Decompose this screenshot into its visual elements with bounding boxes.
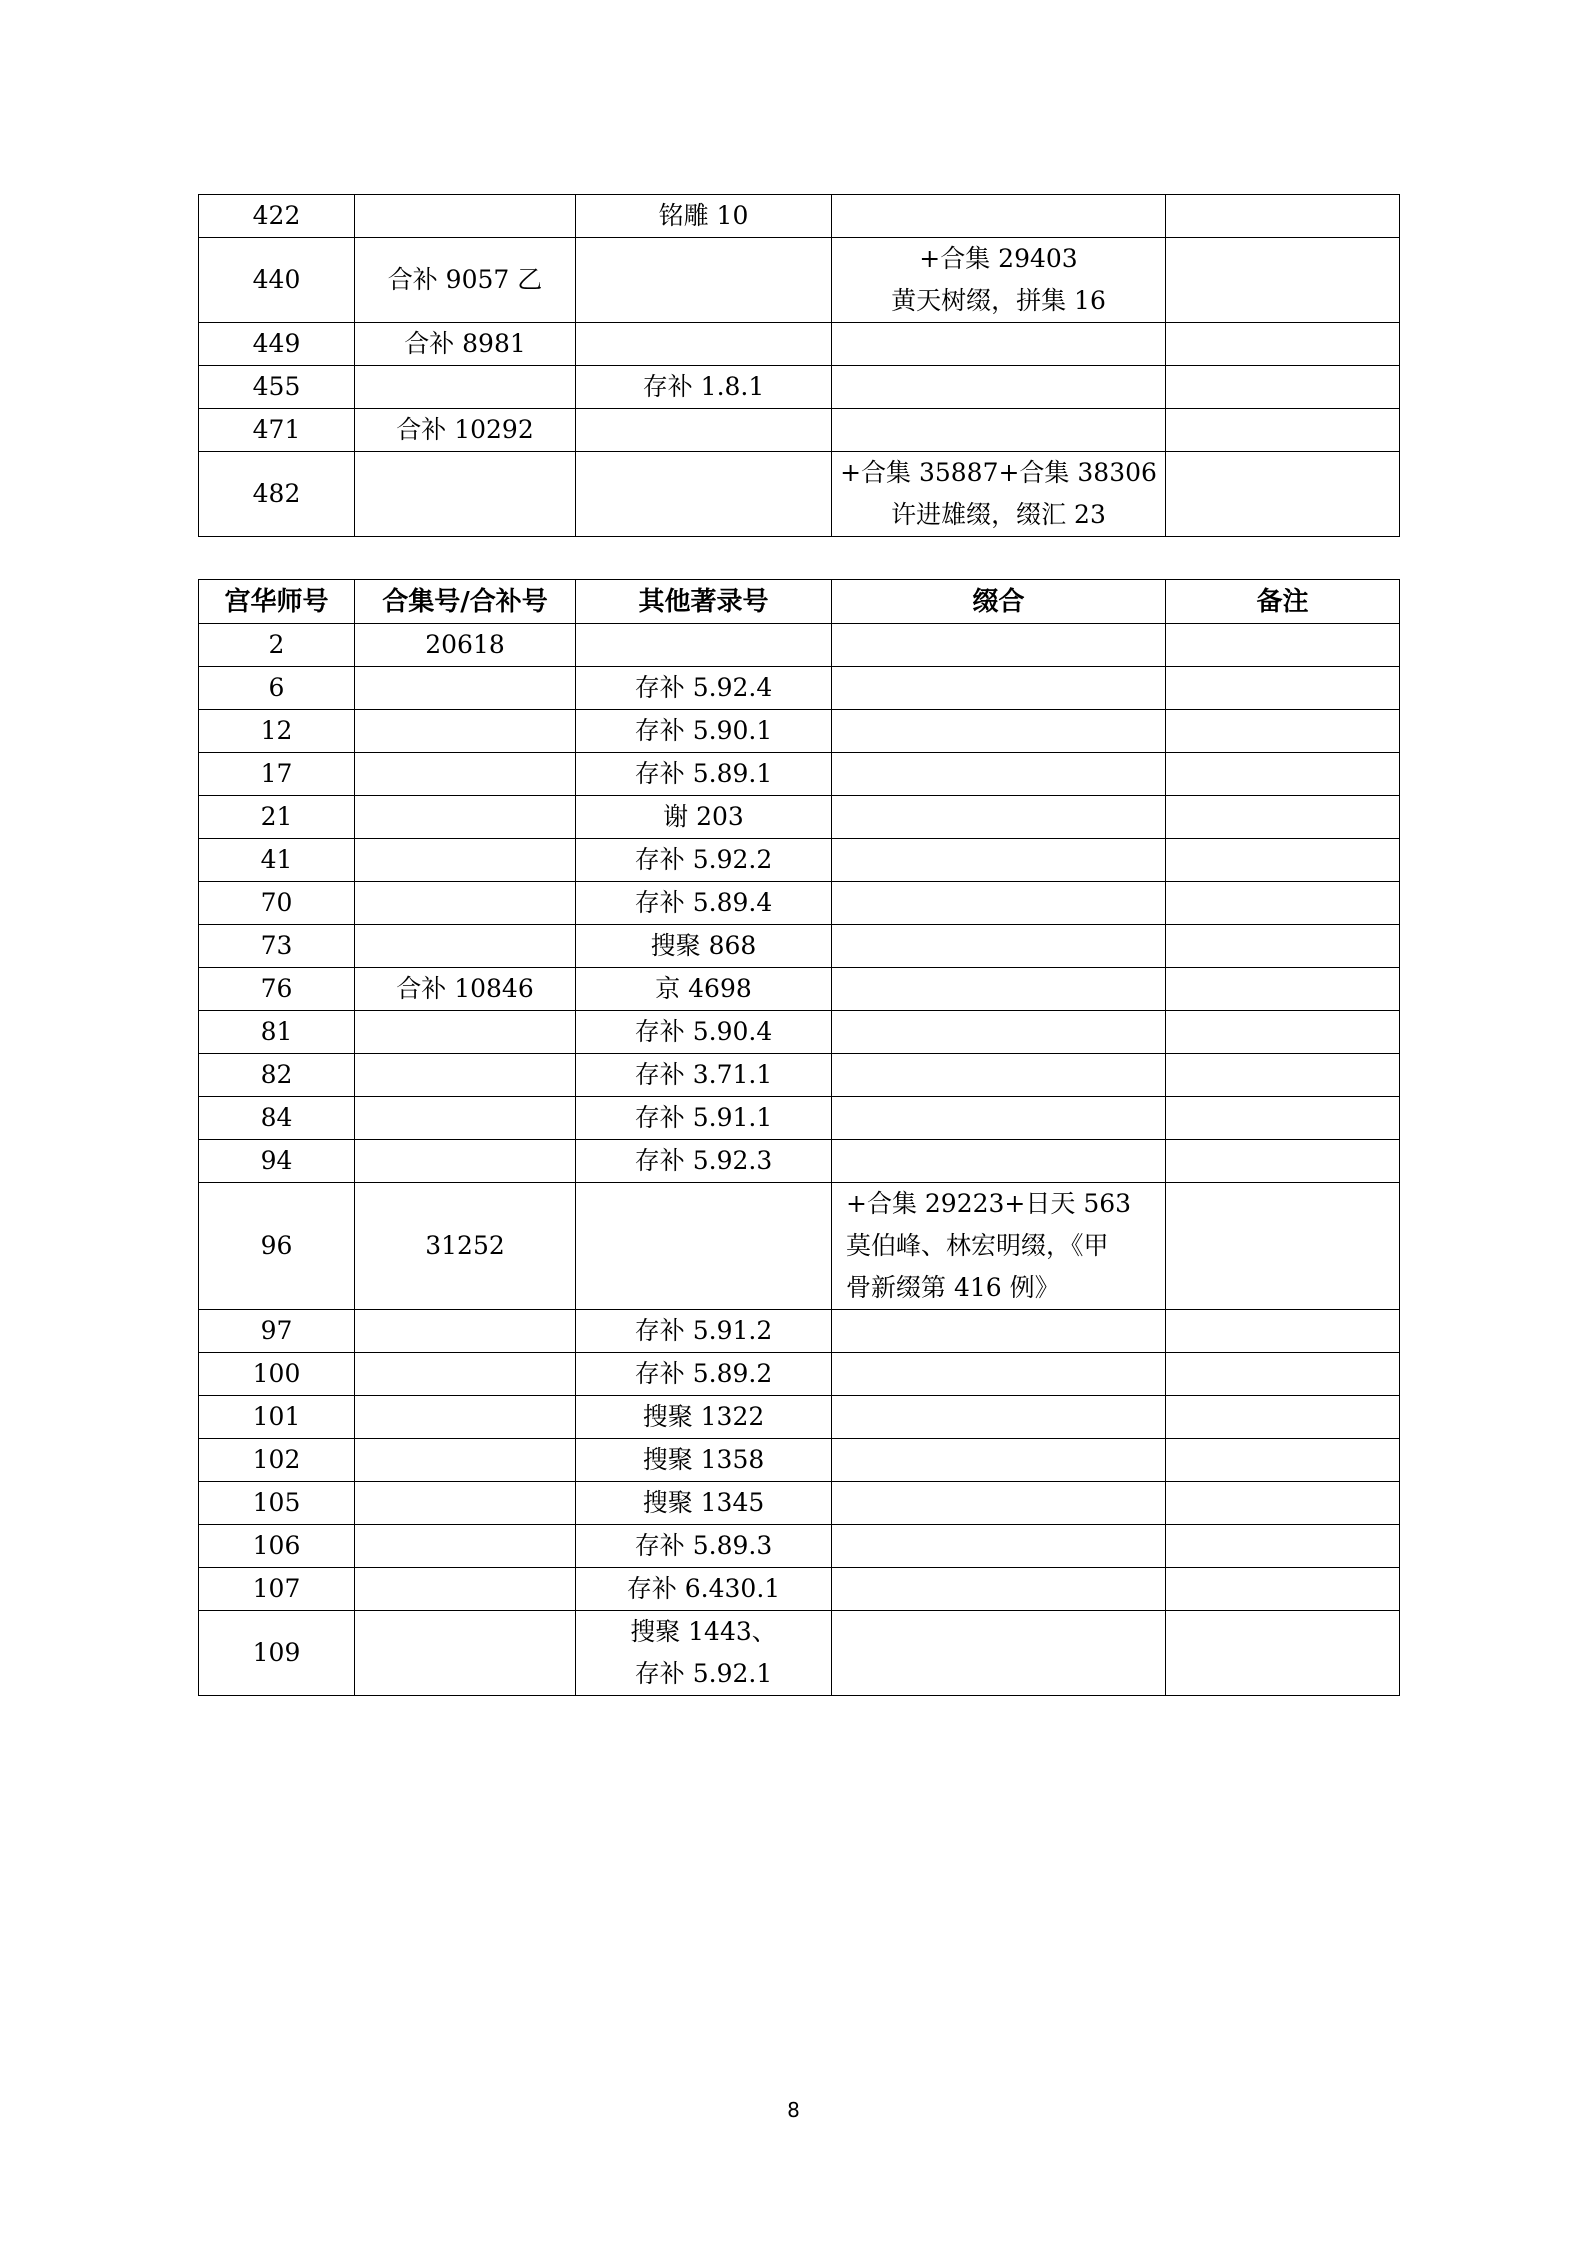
heji-cell — [355, 1011, 576, 1054]
table-row — [199, 1439, 1400, 1482]
heji-cell — [355, 1054, 576, 1097]
notes-cell — [1166, 968, 1400, 1011]
zhuihe-cell — [832, 1396, 1166, 1439]
zhuihe-cell — [832, 1611, 1166, 1696]
header-row — [199, 580, 1400, 624]
heji-cell — [355, 882, 576, 925]
heji-cell — [355, 710, 576, 753]
notes-cell — [1166, 1310, 1400, 1353]
id-cell: 94 — [199, 1140, 355, 1183]
other-cell: 存补 5.90.4 — [576, 1011, 832, 1054]
zhuihe-cell — [832, 1482, 1166, 1525]
zhuihe-cell — [832, 1568, 1166, 1611]
table-row — [199, 1568, 1400, 1611]
zhuihe-cell: +合集 35887+合集 38306 许进雄缀，缀汇 23 — [832, 452, 1166, 537]
other-cell: 搜聚 1345 — [576, 1482, 832, 1525]
header-cell-other: 其他著录号 — [576, 580, 832, 624]
catalog-table — [198, 579, 1400, 1696]
table-row — [199, 1011, 1400, 1054]
id-cell: 101 — [199, 1396, 355, 1439]
continued-table — [198, 194, 1400, 537]
table-row — [199, 1611, 1400, 1696]
heji-cell — [355, 1482, 576, 1525]
zhuihe-cell: +合集 29403 黄天树缀，拼集 16 — [832, 238, 1166, 323]
zhuihe-cell — [832, 925, 1166, 968]
heji-cell — [355, 1097, 576, 1140]
table-row — [199, 1097, 1400, 1140]
heji-cell: 合补 10292 — [355, 409, 576, 452]
table-row — [199, 839, 1400, 882]
notes-cell — [1166, 1525, 1400, 1568]
other-cell: 存补 5.92.4 — [576, 667, 832, 710]
id-cell: 105 — [199, 1482, 355, 1525]
id-cell: 82 — [199, 1054, 355, 1097]
zhuihe-cell — [832, 624, 1166, 667]
id-cell: 482 — [199, 452, 355, 537]
id-cell: 41 — [199, 839, 355, 882]
other-cell: 存补 5.89.3 — [576, 1525, 832, 1568]
notes-cell — [1166, 1097, 1400, 1140]
heji-cell — [355, 195, 576, 238]
notes-cell — [1166, 882, 1400, 925]
other-cell: 存补 3.71.1 — [576, 1054, 832, 1097]
other-cell: 存补 5.90.1 — [576, 710, 832, 753]
id-cell: 107 — [199, 1568, 355, 1611]
notes-cell — [1166, 409, 1400, 452]
other-cell: 存补 5.92.2 — [576, 839, 832, 882]
other-cell: 京 4698 — [576, 968, 832, 1011]
zhuihe-cell — [832, 710, 1166, 753]
table-row — [199, 796, 1400, 839]
heji-cell — [355, 1310, 576, 1353]
notes-cell — [1166, 1439, 1400, 1482]
table-row — [199, 710, 1400, 753]
table-row — [199, 624, 1400, 667]
zhuihe-cell — [832, 409, 1166, 452]
notes-cell — [1166, 323, 1400, 366]
id-cell: 76 — [199, 968, 355, 1011]
zhuihe-cell — [832, 1439, 1166, 1482]
table-row — [199, 409, 1400, 452]
heji-cell — [355, 753, 576, 796]
other-cell: 存补 5.89.2 — [576, 1353, 832, 1396]
other-cell — [576, 452, 832, 537]
zhuihe-cell — [832, 323, 1166, 366]
notes-cell — [1166, 1011, 1400, 1054]
id-cell: 106 — [199, 1525, 355, 1568]
id-cell: 21 — [199, 796, 355, 839]
page-number: 8 — [787, 2098, 800, 2122]
zhuihe-cell — [832, 796, 1166, 839]
heji-cell — [355, 925, 576, 968]
header-cell-zhuihe: 缀合 — [832, 580, 1166, 624]
zhuihe-cell — [832, 366, 1166, 409]
zhuihe-cell — [832, 839, 1166, 882]
heji-cell: 合补 9057 乙 — [355, 238, 576, 323]
notes-cell — [1166, 1396, 1400, 1439]
other-cell — [576, 1183, 832, 1310]
notes-cell — [1166, 710, 1400, 753]
id-cell: 96 — [199, 1183, 355, 1310]
other-cell: 存补 5.92.3 — [576, 1140, 832, 1183]
table-row — [199, 1183, 1400, 1310]
heji-cell — [355, 667, 576, 710]
table-row — [199, 1054, 1400, 1097]
other-cell: 存补 5.89.4 — [576, 882, 832, 925]
id-cell: 471 — [199, 409, 355, 452]
id-cell: 102 — [199, 1439, 355, 1482]
continued-table-body — [199, 195, 1400, 537]
id-cell: 12 — [199, 710, 355, 753]
id-cell: 455 — [199, 366, 355, 409]
table-row — [199, 195, 1400, 238]
table-row — [199, 1482, 1400, 1525]
heji-cell — [355, 839, 576, 882]
zhuihe-cell — [832, 968, 1166, 1011]
id-cell: 84 — [199, 1097, 355, 1140]
table-row — [199, 452, 1400, 537]
id-cell: 17 — [199, 753, 355, 796]
other-cell — [576, 409, 832, 452]
table-row — [199, 925, 1400, 968]
notes-cell — [1166, 1568, 1400, 1611]
other-cell: 存补 1.8.1 — [576, 366, 832, 409]
other-cell: 存补 5.89.1 — [576, 753, 832, 796]
id-cell: 449 — [199, 323, 355, 366]
notes-cell — [1166, 452, 1400, 537]
heji-cell — [355, 452, 576, 537]
notes-cell — [1166, 839, 1400, 882]
zhuihe-cell — [832, 753, 1166, 796]
table-row — [199, 1525, 1400, 1568]
zhuihe-cell — [832, 1310, 1166, 1353]
other-cell — [576, 238, 832, 323]
heji-cell — [355, 1353, 576, 1396]
table-row — [199, 323, 1400, 366]
notes-cell — [1166, 238, 1400, 323]
table-row — [199, 667, 1400, 710]
heji-cell — [355, 366, 576, 409]
zhuihe-cell — [832, 882, 1166, 925]
notes-cell — [1166, 624, 1400, 667]
zhuihe-cell — [832, 1011, 1166, 1054]
heji-cell — [355, 1568, 576, 1611]
zhuihe-cell — [832, 1525, 1166, 1568]
zhuihe-cell — [832, 1353, 1166, 1396]
notes-cell — [1166, 1183, 1400, 1310]
notes-cell — [1166, 753, 1400, 796]
notes-cell — [1166, 1611, 1400, 1696]
header-cell-id: 宫华师号 — [199, 580, 355, 624]
id-cell: 73 — [199, 925, 355, 968]
other-cell: 存补 5.91.2 — [576, 1310, 832, 1353]
heji-cell — [355, 1396, 576, 1439]
table-row — [199, 968, 1400, 1011]
header-cell-notes: 备注 — [1166, 580, 1400, 624]
zhuihe-cell — [832, 1140, 1166, 1183]
heji-cell: 合补 10846 — [355, 968, 576, 1011]
other-cell: 搜聚 1358 — [576, 1439, 832, 1482]
zhuihe-cell — [832, 195, 1166, 238]
table-row — [199, 1353, 1400, 1396]
zhuihe-cell — [832, 1097, 1166, 1140]
table-row — [199, 238, 1400, 323]
notes-cell — [1166, 925, 1400, 968]
table-row — [199, 882, 1400, 925]
id-cell: 100 — [199, 1353, 355, 1396]
notes-cell — [1166, 667, 1400, 710]
id-cell: 6 — [199, 667, 355, 710]
heji-cell — [355, 1611, 576, 1696]
other-cell — [576, 323, 832, 366]
table-row — [199, 1396, 1400, 1439]
catalog-table-header — [199, 580, 1400, 624]
header-cell-heji: 合集号/合补号 — [355, 580, 576, 624]
heji-cell: 20618 — [355, 624, 576, 667]
heji-cell — [355, 796, 576, 839]
notes-cell — [1166, 796, 1400, 839]
id-cell: 109 — [199, 1611, 355, 1696]
notes-cell — [1166, 1054, 1400, 1097]
other-cell: 搜聚 868 — [576, 925, 832, 968]
other-cell: 存补 5.91.1 — [576, 1097, 832, 1140]
other-cell: 搜聚 1322 — [576, 1396, 832, 1439]
catalog-table-body — [199, 624, 1400, 1696]
other-cell — [576, 624, 832, 667]
notes-cell — [1166, 1482, 1400, 1525]
zhuihe-cell: +合集 29223+日天 563 莫伯峰、林宏明缀，《甲 骨新缀第 416 例》 — [832, 1183, 1166, 1310]
table-row — [199, 366, 1400, 409]
id-cell: 81 — [199, 1011, 355, 1054]
heji-cell: 合补 8981 — [355, 323, 576, 366]
table-row — [199, 1140, 1400, 1183]
id-cell: 422 — [199, 195, 355, 238]
zhuihe-cell — [832, 1054, 1166, 1097]
heji-cell — [355, 1140, 576, 1183]
id-cell: 440 — [199, 238, 355, 323]
zhuihe-cell — [832, 667, 1166, 710]
notes-cell — [1166, 195, 1400, 238]
id-cell: 2 — [199, 624, 355, 667]
heji-cell — [355, 1525, 576, 1568]
notes-cell — [1166, 366, 1400, 409]
id-cell: 70 — [199, 882, 355, 925]
id-cell: 97 — [199, 1310, 355, 1353]
other-cell: 存补 6.430.1 — [576, 1568, 832, 1611]
notes-cell — [1166, 1353, 1400, 1396]
heji-cell — [355, 1439, 576, 1482]
table-row — [199, 753, 1400, 796]
other-cell: 搜聚 1443、 存补 5.92.1 — [576, 1611, 832, 1696]
other-cell: 谢 203 — [576, 796, 832, 839]
heji-cell: 31252 — [355, 1183, 576, 1310]
table-row — [199, 1310, 1400, 1353]
notes-cell — [1166, 1140, 1400, 1183]
other-cell: 铭雕 10 — [576, 195, 832, 238]
